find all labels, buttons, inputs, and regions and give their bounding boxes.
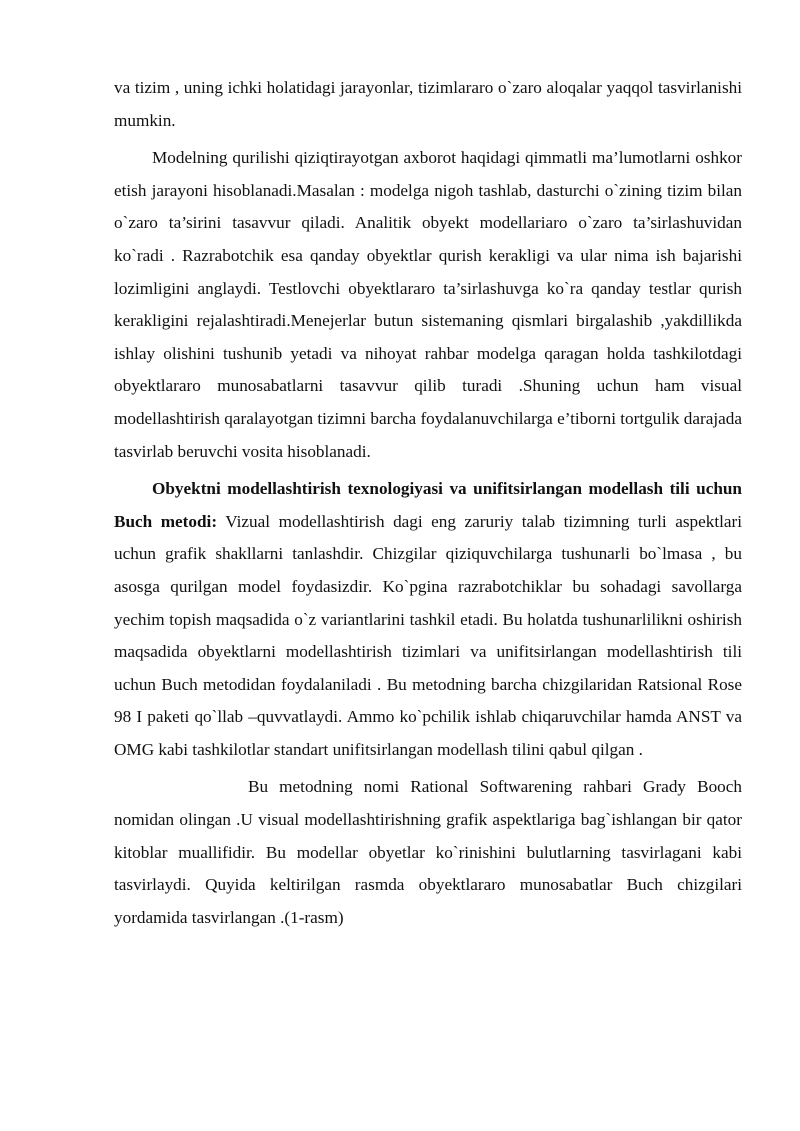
paragraph-4: Bu metodning nomi Rational Softwarening rahbari Grady Booch nomidan olingan .U visual modellashtirishning grafik aspektlariga bag`ishlangan bir qator kitoblar muallifidir. Bu modellar obyetlar ko`rinishini bulutlarning tasvirlagani kabi tasvirlaydi. Quyida keltirilgan rasmda obyektlararo munosabatlar Buch chizgilari yordamida tasvirlangan .(1-rasm): [114, 777, 742, 927]
paragraph-3-text: Vizual modellashtirish dagi eng zaruriy talab tizimning turli aspektlari uchun grafik shakllarni tanlashdir. Chizgilar qiziquvchilarga tushunarli bo`lmasa , bu asosga qurilgan model foydasizdir. Ko`pgina razrabotchiklar bu sohadagi savollarga yechim topish maqsadida o`z variantlarini tashkil etadi. Bu holatda tushunarlilikni oshirish maqsadida obyektlarni modellashtirish tizimlari va unifitsirlangan modellashtirish tili uchun Buch metodidan foydalaniladi . Bu metodning barcha chizgilaridan Ratsional Rose 98 I paketi qo`llab –quvvatlaydi. Ammo ko`pchilik ishlab chiqaruvchilar hamda ANST va OMG kabi tashkilotlar standart unifitsirlangan modellash tilini qabul qilgan .: [114, 511, 743, 759]
paragraph-1: va tizim , uning ichki holatidagi jarayonlar, tizimlararo o`zaro aloqalar yaqqol tasvirlanishi mumkin.: [114, 78, 742, 130]
paragraph-3-heading: Obyektni modellashtirish texnologiyasi va unifitsirlangan modellash tili uchun Buch metodi:: [114, 479, 742, 531]
paragraph-3: [114, 473, 742, 766]
document-body: [114, 72, 742, 934]
paragraph-2: Modelning qurilishi qiziqtirayotgan axborot haqidagi qimmatli ma’lumotlarni oshkor etish jarayoni hisoblanadi.Masalan : modelga nigoh tashlab, dasturchi o`zining tizim bilan o`zaro ta’sirini tasavvur qiladi. Analitik obyekt modellariaro o`zaro ta’sirlashuvidan ko`radi . Razrabotchik esa qanday obyektlar qurish kerakligi va ular nima ish bajarishi lozimligini anglaydi. Testlovchi obyektlararo ta’sirlashuvga ko`ra qanday testlar qurish kerakligini rejalashtiradi.Menejerlar butun sistemaning qismlari birgalashib ,yakdillikda ishlay olishini tushunib yetadi va nihoyat rahbar modelga qaragan holda tashkilotdagi obyektlararo munosabatlarni tasavvur qilib turadi .Shuning uchun ham visual modellashtirish qaralayotgan tizimni barcha foydalanuvchilarga e’tiborni tortgulik darajada tasvirlab beruvchi vosita hisoblanadi.: [114, 148, 742, 461]
